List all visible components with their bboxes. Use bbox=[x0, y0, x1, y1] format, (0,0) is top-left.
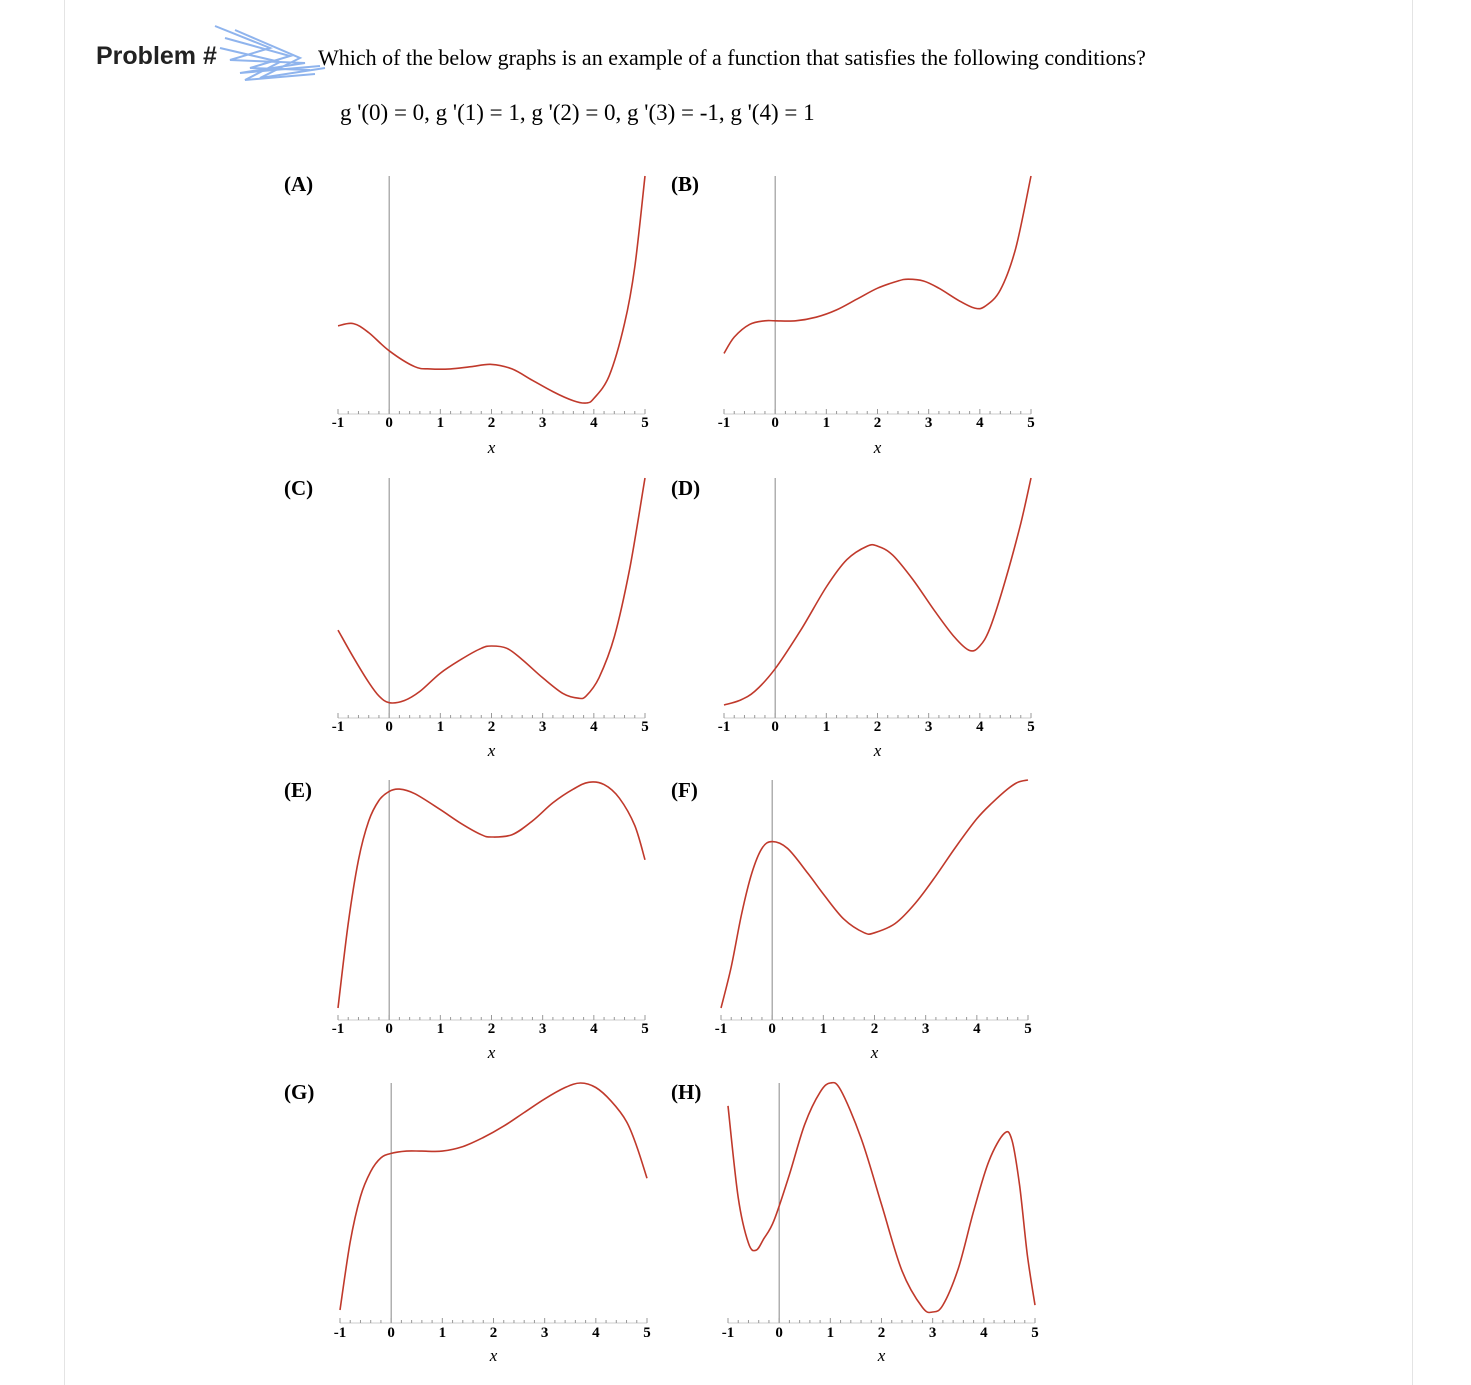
x-tick-label-c: 3 bbox=[538, 719, 547, 735]
x-tick-label-a: 4 bbox=[590, 415, 598, 431]
x-tick-label-b: 5 bbox=[1027, 415, 1035, 431]
conditions-text: g '(0) = 0, g '(1) = 1, g '(2) = 0, g '(3) = -1, g '(4) = 1 bbox=[340, 100, 815, 125]
panel-label-g: (G) bbox=[284, 1080, 315, 1104]
curve-g bbox=[340, 1083, 647, 1310]
curve-h bbox=[728, 1083, 1035, 1313]
curve-d bbox=[724, 478, 1031, 705]
x-tick-label-b: 0 bbox=[771, 415, 779, 431]
x-tick-label-c: 0 bbox=[385, 719, 393, 735]
x-tick-label-d: 4 bbox=[976, 719, 984, 735]
curve-b bbox=[724, 176, 1031, 353]
panel-label-f: (F) bbox=[671, 778, 698, 802]
panel-label-a: (A) bbox=[284, 172, 314, 196]
x-axis-label-b: x bbox=[873, 438, 882, 457]
question-text: Which of the below graphs is an example of a function that satisfies the following conditions? bbox=[318, 45, 1146, 70]
x-tick-label-d: 5 bbox=[1027, 719, 1035, 735]
x-tick-label-b: 4 bbox=[976, 415, 984, 431]
x-axis-label-g: x bbox=[489, 1346, 498, 1365]
x-tick-label-e: 5 bbox=[641, 1021, 649, 1037]
curve-e bbox=[338, 782, 645, 1008]
x-axis-label-f: x bbox=[870, 1043, 879, 1062]
curve-a bbox=[338, 176, 645, 403]
x-tick-label-f: 4 bbox=[973, 1021, 981, 1037]
x-tick-label-c: 5 bbox=[641, 719, 649, 735]
x-tick-label-d: 1 bbox=[822, 719, 831, 735]
panel-label-c: (C) bbox=[284, 476, 314, 500]
x-tick-label-f: 5 bbox=[1024, 1021, 1032, 1037]
x-axis-label-e: x bbox=[487, 1043, 496, 1062]
x-tick-label-h: 5 bbox=[1031, 1325, 1039, 1341]
x-axis-label-d: x bbox=[873, 741, 882, 760]
x-tick-label-d: 3 bbox=[924, 719, 933, 735]
x-tick-label-d: -1 bbox=[717, 719, 731, 735]
x-axis-label-c: x bbox=[487, 741, 496, 760]
x-tick-label-g: 0 bbox=[387, 1325, 395, 1341]
x-tick-label-e: 2 bbox=[487, 1021, 496, 1037]
x-tick-label-c: 4 bbox=[590, 719, 598, 735]
x-tick-label-h: 3 bbox=[928, 1325, 937, 1341]
x-tick-label-b: 1 bbox=[822, 415, 831, 431]
x-tick-label-c: 1 bbox=[436, 719, 445, 735]
x-tick-label-e: 1 bbox=[436, 1021, 445, 1037]
x-tick-label-a: 5 bbox=[641, 415, 649, 431]
x-tick-label-h: 4 bbox=[980, 1325, 988, 1341]
x-tick-label-b: 2 bbox=[873, 415, 882, 431]
panel-label-d: (D) bbox=[671, 476, 701, 500]
x-tick-label-g: 4 bbox=[592, 1325, 600, 1341]
curve-c bbox=[338, 478, 645, 703]
x-tick-label-a: -1 bbox=[331, 415, 345, 431]
x-tick-label-c: 2 bbox=[487, 719, 496, 735]
x-tick-label-b: -1 bbox=[717, 415, 731, 431]
x-tick-label-e: 3 bbox=[538, 1021, 547, 1037]
x-tick-label-f: 2 bbox=[870, 1021, 879, 1037]
x-tick-label-e: 4 bbox=[590, 1021, 598, 1037]
x-tick-label-a: 2 bbox=[487, 415, 496, 431]
x-tick-label-d: 2 bbox=[873, 719, 882, 735]
x-tick-label-b: 3 bbox=[924, 415, 933, 431]
x-tick-label-a: 0 bbox=[385, 415, 393, 431]
problem-label: Problem # bbox=[96, 42, 217, 70]
x-axis-label-a: x bbox=[487, 438, 496, 457]
x-tick-label-h: 2 bbox=[877, 1325, 886, 1341]
x-tick-label-g: 5 bbox=[643, 1325, 651, 1341]
x-tick-label-a: 1 bbox=[436, 415, 445, 431]
x-tick-label-f: 1 bbox=[819, 1021, 828, 1037]
x-tick-label-d: 0 bbox=[771, 719, 779, 735]
x-tick-label-f: 3 bbox=[921, 1021, 930, 1037]
x-tick-label-g: -1 bbox=[333, 1325, 347, 1341]
x-tick-label-e: -1 bbox=[331, 1021, 345, 1037]
panel-label-b: (B) bbox=[671, 172, 699, 196]
x-tick-label-a: 3 bbox=[538, 415, 547, 431]
panel-label-h: (H) bbox=[671, 1080, 702, 1104]
x-axis-label-h: x bbox=[877, 1346, 886, 1365]
x-tick-label-f: 0 bbox=[768, 1021, 776, 1037]
x-tick-label-g: 3 bbox=[540, 1325, 549, 1341]
x-tick-label-h: 0 bbox=[775, 1325, 783, 1341]
x-tick-label-e: 0 bbox=[385, 1021, 393, 1037]
x-tick-label-c: -1 bbox=[331, 719, 345, 735]
x-tick-label-h: 1 bbox=[826, 1325, 835, 1341]
x-tick-label-f: -1 bbox=[714, 1021, 728, 1037]
x-tick-label-h: -1 bbox=[721, 1325, 735, 1341]
curve-f bbox=[721, 780, 1028, 1008]
panel-label-e: (E) bbox=[284, 778, 312, 802]
x-tick-label-g: 2 bbox=[489, 1325, 498, 1341]
x-tick-label-g: 1 bbox=[438, 1325, 447, 1341]
